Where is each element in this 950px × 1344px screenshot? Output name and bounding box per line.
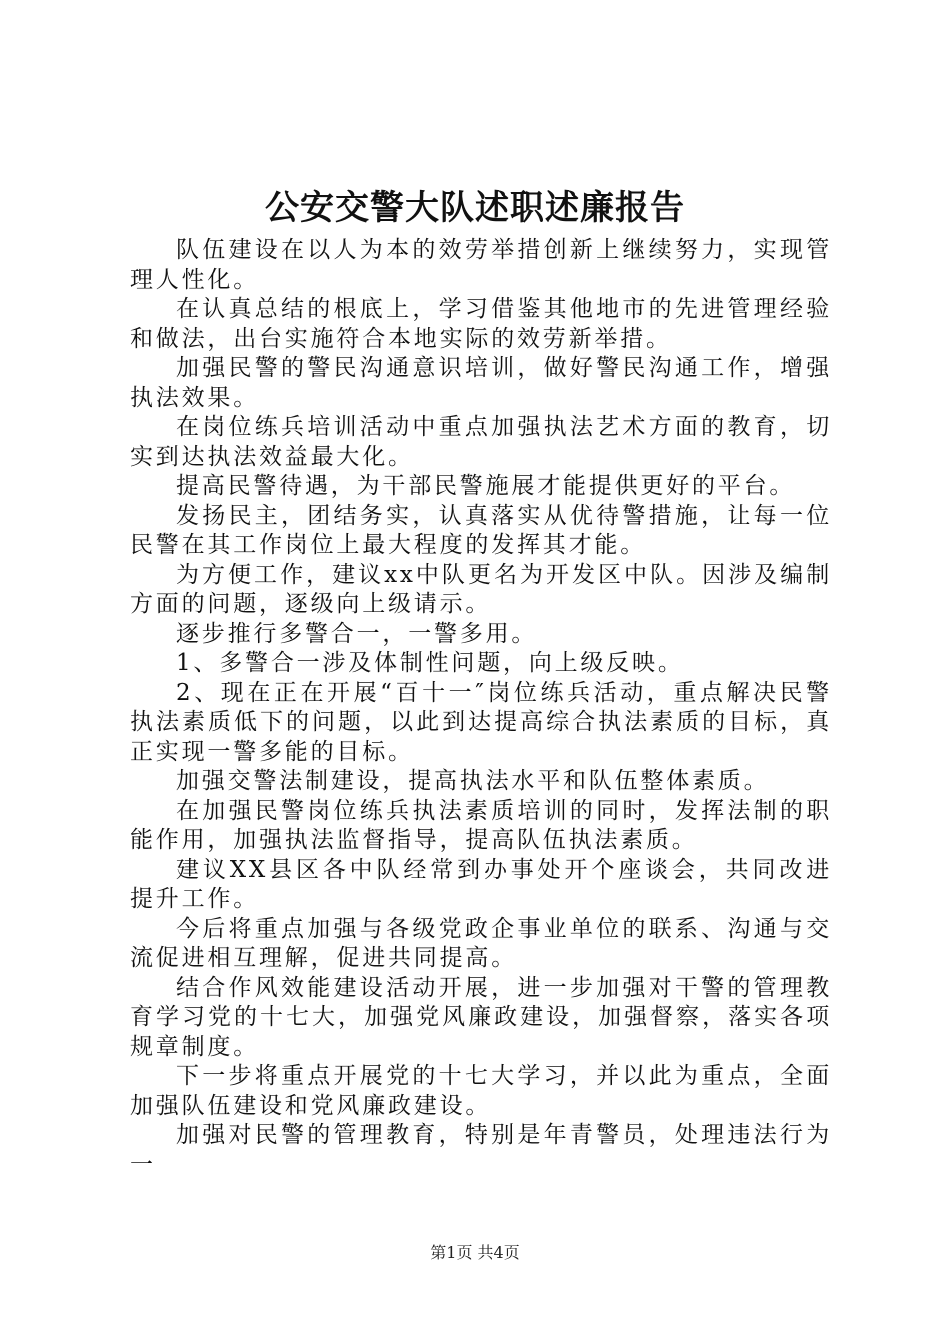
paragraph: 为方便工作，建议xx中队更名为开发区中队。因涉及编制方面的问题，逐级向上级请示。 (130, 561, 832, 617)
paragraph: 加强民警的警民沟通意识培训，做好警民沟通工作，增强执法效果。 (130, 355, 832, 411)
paragraph: 今后将重点加强与各级党政企事业单位的联系、沟通与交流促进相互理解，促进共同提高。 (130, 915, 832, 971)
document-body (130, 236, 832, 1180)
paragraph: 加强对民警的管理教育，特别是年青警员，处理违法行为一 (130, 1122, 832, 1178)
paragraph: 队伍建设在以人为本的效劳举措创新上继续努力，实现管理人性化。 (130, 237, 832, 293)
paragraph: 逐步推行多警合一，一警多用。 (176, 620, 538, 647)
document-title: 公安交警大队述职述廉报告 (265, 188, 685, 228)
paragraph: 在认真总结的根底上，学习借鉴其他地市的先进管理经验和做法，出台实施符合本地实际的效劳新举措。 (130, 296, 832, 352)
paragraph: 提高民警待遇，为干部民警施展才能提供更好的平台。 (176, 473, 796, 499)
paragraph: 结合作风效能建设活动开展，进一步加强对干警的管理教育学习党的十七大，加强党风廉政建设，加强督察，落实各项规章制度。 (130, 974, 832, 1060)
paragraph: 在岗位练兵培训活动中重点加强执法艺术方面的教育，切实到达执法效益最大化。 (130, 414, 832, 470)
paragraph: 在加强民警岗位练兵执法素质培训的同时，发挥法制的职能作用，加强执法监督指导，提高队伍执法素质。 (130, 797, 832, 853)
paragraph: 建议XX县区各中队经常到办事处开个座谈会，共同改进提升工作。 (130, 856, 832, 912)
paragraph: 1、多警合一涉及体制性问题，向上级反映。 (176, 650, 684, 676)
paragraph: 加强交警法制建设，提高执法水平和队伍整体素质。 (176, 768, 770, 794)
paragraph: 下一步将重点开展党的十七大学习，并以此为重点，全面加强队伍建设和党风廉政建设。 (130, 1063, 832, 1119)
paragraph: 2、现在正在开展“百十一″岗位练兵活动，重点解决民警执法素质低下的问题，以此到达提高综合执法素质的目标，真正实现一警多能的目标。 (130, 679, 832, 765)
page-footer: 第1页 共4页 (430, 1243, 520, 1262)
paragraph: 发扬民主，团结务实，认真落实从优待警措施，让每一位民警在其工作岗位上最大程度的发挥其才能。 (130, 502, 832, 558)
